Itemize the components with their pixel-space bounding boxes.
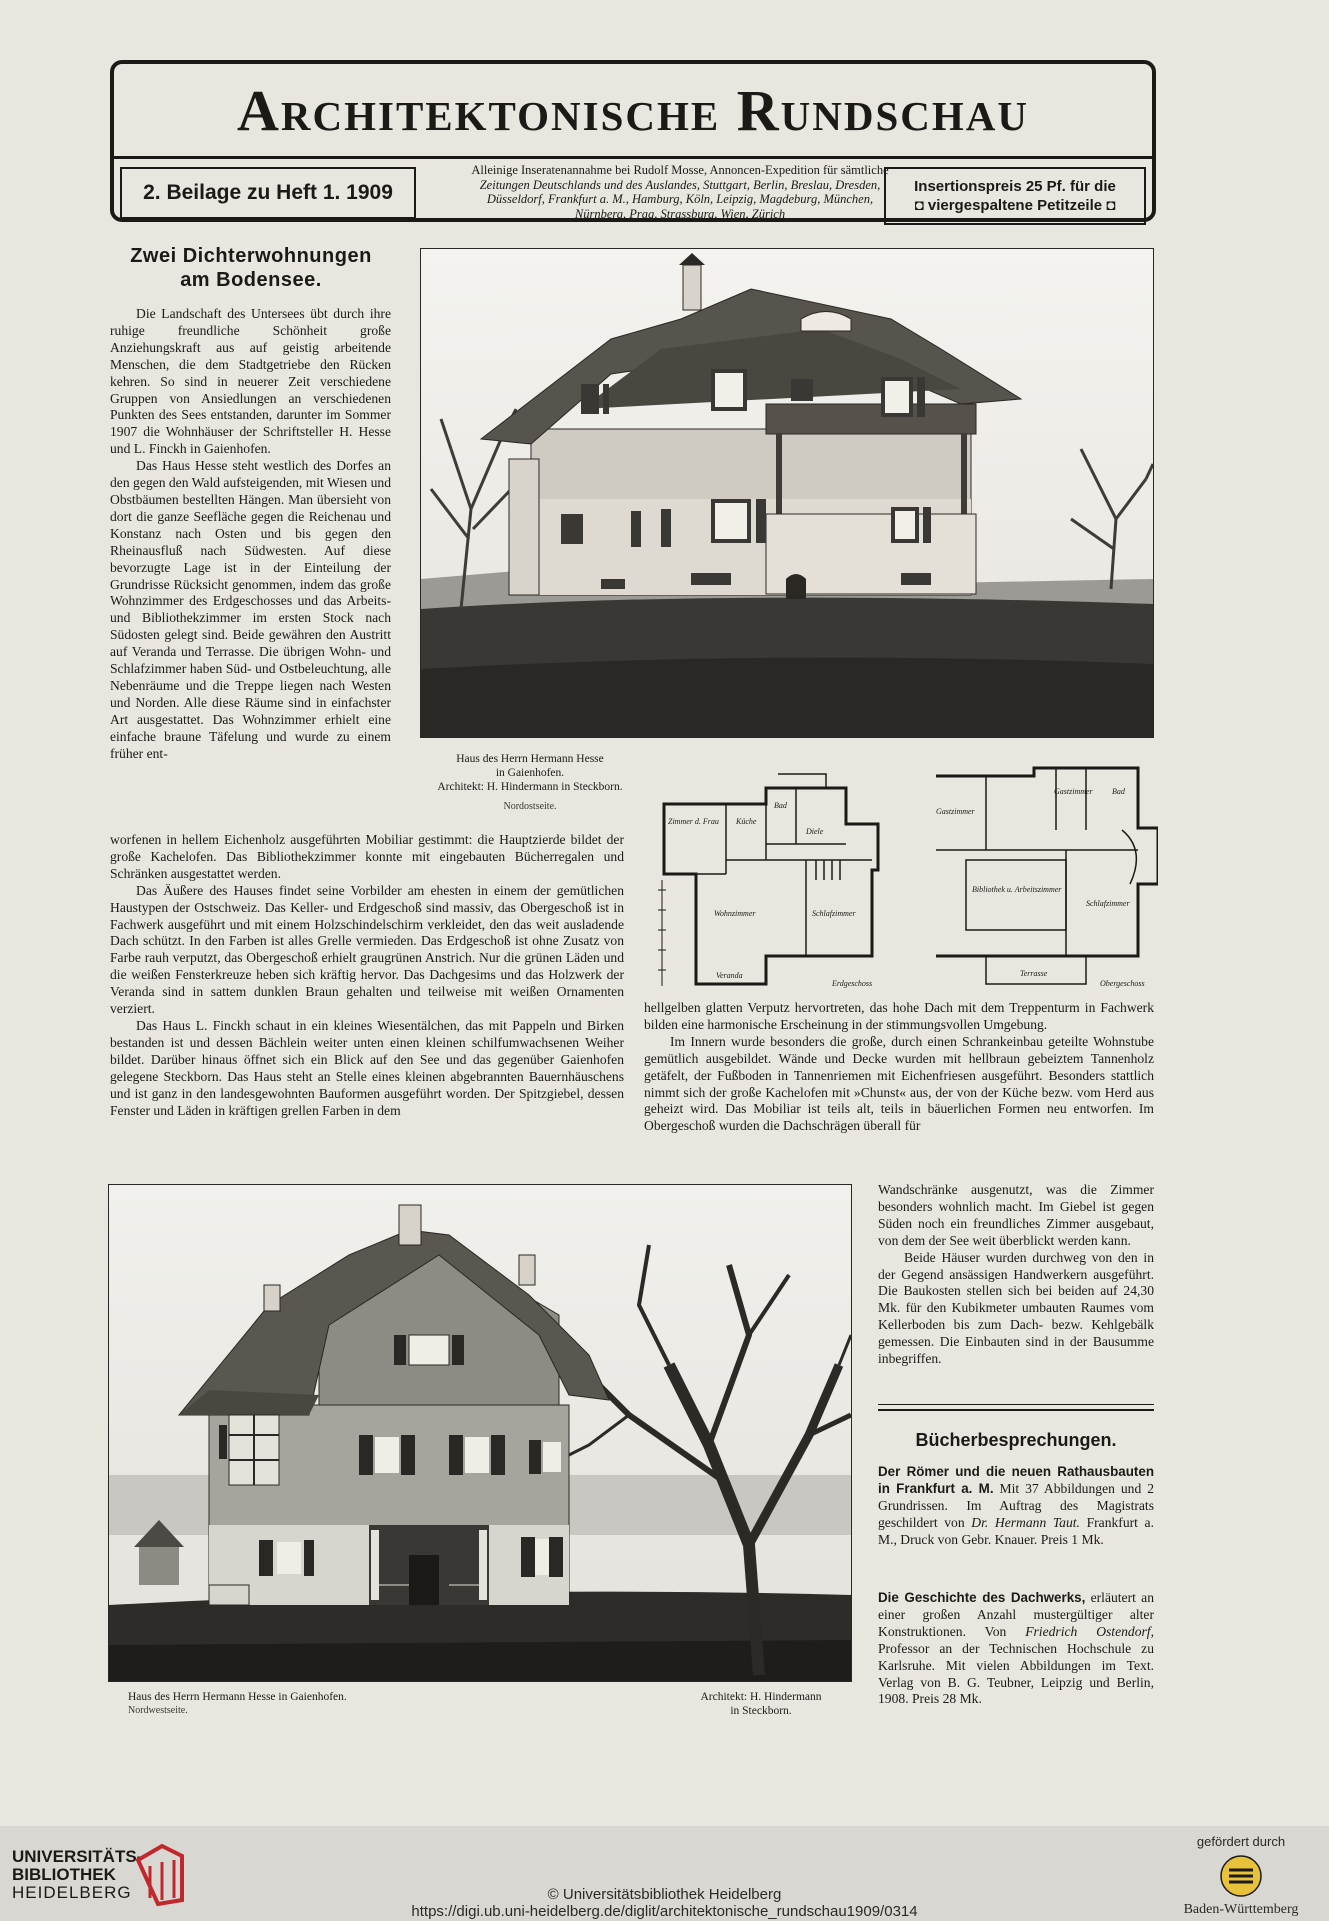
paragraph: Wandschränke ausgenutzt, was die Zimmer besonders wohnlich macht. Im Giebel ist gegen Süden noch ein freundliches Zimmer ausgebaut, von dem der See weit überblickt werden kann.: [878, 1182, 1154, 1248]
journal-title: Architektonische Rundschau: [237, 78, 1029, 143]
ub-heidelberg-logo[interactable]: UNIVERSITÄTS- BIBLIOTHEK HEIDELBERG: [12, 1847, 143, 1902]
plan-room-label: Gastzimmer: [1054, 787, 1093, 796]
plan-room-label: Bad: [774, 801, 787, 810]
paragraph: Das Haus Hesse steht westlich des Dorfes an den gegen den Wald aufsteigenden, mit Wiesen und Obstbäumen bestellten Hängen. Man übersieht von dort die ganze Seefläche gegen die Reichenau und Konstanz nach Osten und bis gegen den Rheinausfluß nach Südwesten. Auf diese bevorzugte Lage ist in der Einteilung der Grundrisse Rücksicht genommen, indem das große Wohnzimmer des Erdgeschosses und das Arbeits- und Bibliothekzimmer im ersten Stock nach Südosten gelegt sind. Beide gewähren den Austritt auf Veranda und Terrasse. Die übrigen Wohn- und Schlafzimmer haben Süd- und Ostbeleuchtung, alle Nebenräume und die Treppe liegen nach Westen und Norden. Alle diese Räume sind in einfachster Art ausgestattet. Das Wohnzimmer erhielt eine einfache braune Täfelung und wurde zu einem früher ent-: [110, 458, 391, 761]
plan-room-label: Veranda: [716, 971, 743, 980]
paragraph: worfenen in hellem Eichenholz ausgeführten Mobiliar gestimmt: die Hauptzierde bildet der große Kachelofen. Das Bibliothekzimmer konnte mit eingebauten Bücherregalen und Schränken ausgestattet werden.: [110, 832, 624, 881]
reviews-heading: Bücherbesprechungen.: [915, 1430, 1117, 1450]
baden-wuerttemberg-crest-icon: [1219, 1854, 1263, 1898]
plan-room-label: Bad: [1112, 787, 1125, 796]
caption-bottom-architect: Architekt: H. Hindermann in Steckborn.: [700, 1691, 822, 1717]
paragraph: Beide Häuser wurden durchweg von den in der Gegend ansässigen Handwerkern ausgeführt. Die Baukosten stellen sich bei beiden auf 24,30 Mk. für den Kubikmeter umbauten Raumes vom Kellerboden bis zum Dach- bezw. Kehlgebälk gemessen. Die Einbauten sind in der Bausumme inbegriffen.: [878, 1249, 1154, 1367]
plan-floor-label: Erdgeschoss: [832, 979, 873, 988]
plan-room-label: Wohnzimmer: [714, 909, 756, 918]
plan-room-label: Gastzimmer: [936, 807, 975, 816]
photo-hesse-house-northwest: [108, 1184, 852, 1682]
ads-notice: Alleinige Inseratenannahme bei Rudolf Mosse, Annoncen-Expedition für sämtliche Zeitungen Deutschlands und des Auslandes, Stuttgart, Berlin, Breslau, Dresden, Düsseldorf, Frankfurt a. M., Hamburg, Köln, Leipzig, Magdeburg, München, Nürnberg, Prag, Strassburg, Wien, Zürich: [471, 163, 889, 221]
photo-hesse-house-northeast: [420, 248, 1154, 738]
caption-top-photo: Haus des Herrn Hermann Hesse in Gaienhofen. Architekt: H. Hindermann in Steckborn. Nordostseite.: [437, 753, 623, 812]
caption-bottom-photo: Haus des Herrn Hermann Hesse in Gaienhofen. Nordwestseite.: [128, 1691, 347, 1716]
review-1: Der Römer und die neuen Rathausbauten in Frankfurt a. M. Mit 37 Abbildungen und 2 Grundrissen. Im Auftrag des Magistrats geschildert von Dr. Hermann Taut. Frankfurt a. M., Druck von Gebr. Knauer. Preis 1 Mk.: [878, 1464, 1155, 1547]
paragraph: Im Innern wurde besonders die große, durch einen Schrankeinbau geteilte Wohnstube gemütlich ausgebildet. Wände und Decke wurden mit hellbraun gebeiztem Tannenholz getäfelt, der Fußboden in Tannenriemen mit Eichenfriesen ausgeführt. Besonders stattlich nimmt sich der große Kachelofen mit »Chunst« aus, der von der Küche bezw. vom Herd aus geheizt wird. Das Mobiliar ist teils alt, teils in bäuerlichen Formen neu entworfen. Im Obergeschoß wurden die Dachschrägen überall für: [644, 1033, 1154, 1134]
article-column-1: [110, 306, 391, 762]
paragraph: Das Äußere des Hauses findet seine Vorbilder am ehesten in einem der gemütlichen Haustypen der Ostschweiz. Das Keller- und Erdgeschoß sind massiv, das Obergeschoß ist in Fachwerk ausgeführt und mit einem Holzschindelschirm verkleidet, den das weit ausladende Dach schützt. In den Farben ist alles Grelle vermieden. Das Erdgeschoß ist ohne Zusatz von Farbe rauh verputzt, das Obergeschoß erhielt graugrünen Anstrich. Nur die grünen Läden und die weißen Fensterkreuze heben sich kräftig hervor. Das Dachgesims und das Holzwerk der Veranda sind in sattem dunklen Braun gehalten und teilweise mit weißen Ornamenten verziert.: [110, 882, 624, 1017]
plan-room-label: Bibliothek u. Arbeitszimmer: [972, 885, 1062, 894]
plan-room-label: Küche: [736, 817, 757, 826]
masthead-bar: [114, 156, 1152, 221]
footer: [0, 1826, 1329, 1921]
section-divider: [878, 1404, 1154, 1411]
paragraph: hellgelben glatten Verputz hervortreten, das hohe Dach mit dem Treppenturm in Fachwerk bilden eine harmonische Erscheinung in der stimmungsvollen Umgebung.: [644, 1000, 1154, 1032]
floor-plan-ground: [656, 760, 918, 992]
article-column-2: [644, 1000, 1154, 1135]
source-url-link[interactable]: https://digi.ub.uni-heidelberg.de/diglit/architektonische_rundschau1909/0314: [411, 1903, 918, 1920]
plan-room-label: Schlafzimmer: [1086, 899, 1130, 908]
masthead: [110, 60, 1156, 222]
plan-room-label: Terrasse: [1020, 969, 1048, 978]
issue-label: 2. Beilage zu Heft 1. 1909: [120, 167, 416, 219]
review-2: Die Geschichte des Dachwerks, erläutert an einer großen Anzahl mustergültiger alter Konstruktionen. Von Friedrich Ostendorf, Professor an der Technischen Hochschule zu Karlsruhe. Mit vielen Abbildungen im Text. Verlag von B. G. Teubner, Leipzig und Berlin, 1908. Preis 28 Mk.: [878, 1590, 1154, 1707]
plan-room-label: Zimmer d. Frau: [668, 817, 719, 826]
article-column-2-narrow: [878, 1182, 1154, 1368]
price-notice: Insertionspreis 25 Pf. für die ◘ viergespaltene Petitzeile ◘: [884, 167, 1146, 225]
article-title: Zwei Dichterwohnungen am Bodensee.: [130, 245, 372, 291]
floor-plan-upper: [936, 760, 1158, 992]
plan-floor-label: Obergeschoss: [1100, 979, 1145, 988]
plan-room-label: Diele: [806, 827, 824, 836]
copyright-text: © Universitätsbibliothek Heidelberg: [547, 1886, 782, 1903]
paragraph: Das Haus L. Finckh schaut in ein kleines Wiesentälchen, das mit Pappeln und Birken bestanden ist und dessen Bächlein weiter unten einen kleinen schilfumwachsenen Weiher bildet. Darüber hinaus öffnet sich ein Blick auf den See und das gegenüber Gaienhofen gelegene Steckborn. Das Haus steht an Stelle eines kleinen abgebrannten Bauernhäuschens und ist ganz in den landesgewohnten Bauformen ausgeführt worden. Der Spitzgiebel, dessen Fenster und Läden in kräftigen grellen Farben in dem: [110, 1017, 624, 1118]
article-column-1-wide: [110, 832, 624, 1119]
paragraph: Die Landschaft des Untersees übt durch ihre ruhige freundliche Schönheit große Anziehungskraft aus auf geistig arbeitende Menschen, die dem Stadtgetriebe den Rücken kehren. So sind in neuerer Zeit verschiedene Gruppen von Ansiedlungen an verschiedenen Punkten des Sees entstanden, darunter im Sommer 1907 die Wohnhäuser der Schriftsteller H. Hesse und L. Finckh in Gaienhofen.: [110, 306, 391, 457]
plan-room-label: Schlafzimmer: [812, 909, 856, 918]
funding-badge: gefördert durch Baden-Württemberg: [1183, 1834, 1299, 1917]
